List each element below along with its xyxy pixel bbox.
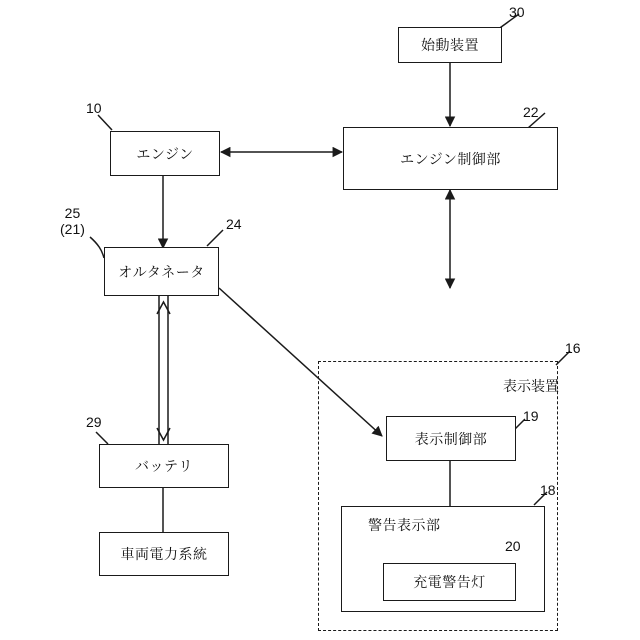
node-display-control[interactable] [386, 416, 516, 461]
node-power-system[interactable] [99, 532, 229, 576]
node-engine-label: エンジン [136, 145, 194, 162]
node-engine-control-label: エンジン制御部 [400, 150, 501, 167]
ref-21: (21) [60, 221, 85, 238]
leader-29 [96, 432, 108, 444]
ref-25: 25 [64, 205, 81, 221]
node-battery-label: バッテリ [135, 458, 193, 474]
ref-16: 16 [565, 340, 581, 356]
node-display-control-label: 表示制御部 [414, 430, 488, 447]
ref-18: 18 [540, 482, 556, 498]
ref-29: 29 [86, 414, 102, 430]
ref-25-21 [60, 205, 85, 237]
node-power-system-label: 車両電力系統 [120, 546, 208, 562]
node-warning-display-label: 警告表示部 [368, 517, 441, 533]
node-starter[interactable] [398, 27, 502, 63]
leader-10 [98, 115, 112, 130]
node-starter-label: 始動装置 [421, 37, 479, 53]
ref-19: 19 [523, 408, 539, 424]
leader-25-21 [90, 237, 104, 258]
node-charge-warning-lamp-label: 充電警告灯 [413, 574, 486, 590]
node-engine[interactable] [110, 131, 220, 176]
ref-30: 30 [509, 4, 525, 20]
ref-24: 24 [226, 216, 242, 232]
ref-10: 10 [86, 100, 102, 116]
node-engine-control[interactable] [343, 127, 558, 190]
node-battery[interactable] [99, 444, 229, 488]
node-alternator[interactable] [104, 247, 219, 296]
leader-24 [207, 230, 223, 246]
ref-22: 22 [523, 104, 539, 120]
node-alternator-label: オルタネータ [118, 263, 205, 280]
group-display-device-label: 表示装置 [503, 378, 559, 394]
node-charge-warning-lamp[interactable] [383, 563, 516, 601]
ref-20: 20 [505, 538, 521, 554]
